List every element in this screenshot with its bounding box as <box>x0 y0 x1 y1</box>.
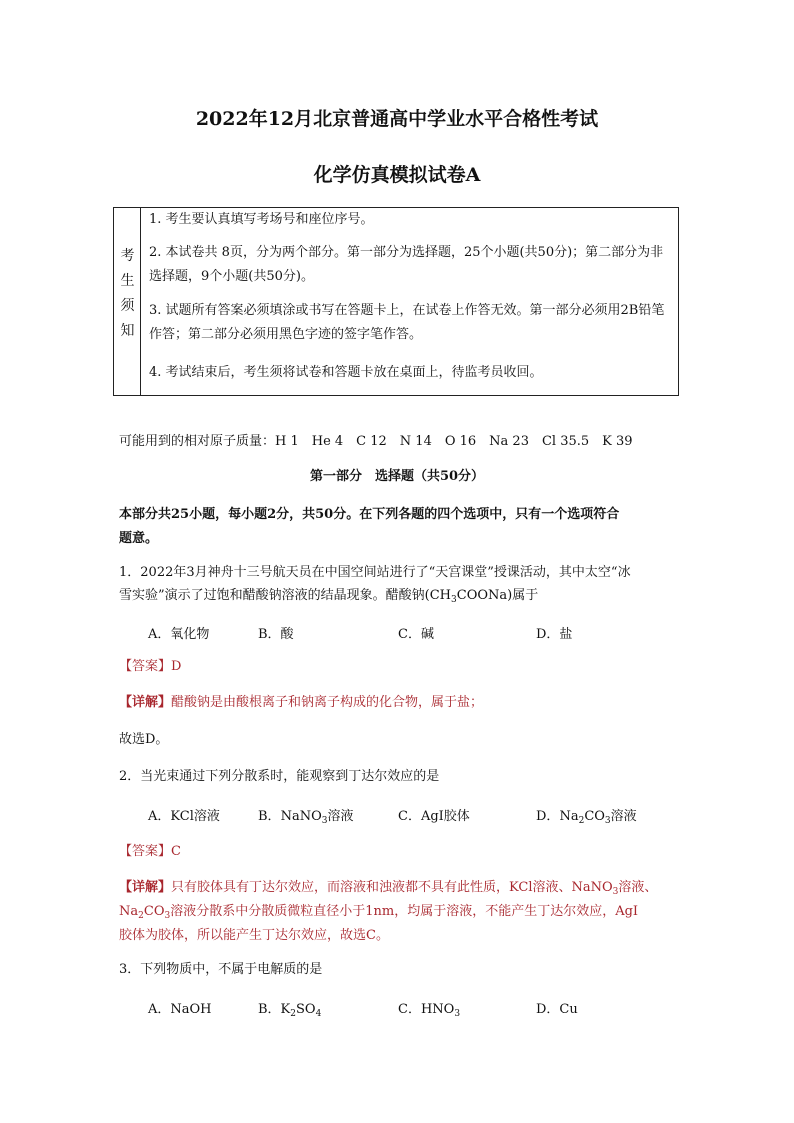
notice-item: 3. 试题所有答案必须填涂或书写在答题卡上，在试卷上作答无效。第一部分必须用2B铅笔作答；第二部分必须用黑色字迹的签字笔作答。 <box>149 303 665 342</box>
notice-item: 4. 考试结束后，考生须将试卷和答题卡放在桌面上，待监考员收回。 <box>149 365 543 380</box>
q3-option-a: A．NaOH <box>148 1002 212 1017</box>
candidate-notice-box <box>113 207 679 396</box>
section-intro-cont: 题意。 <box>119 531 159 546</box>
atomic-masses-line: 可能用到的相对原子质量：H 1 He 4 C 12 N 14 O 16 Na 23 Cl 35.5 K 39 <box>119 434 633 449</box>
q2-detail: 【详解】只有胶体具有丁达尔效应，而溶液和浊液都不具有此性质，KCl溶液、NaNO$_3$溶液、 <box>119 880 658 897</box>
notice-side-char: 须 <box>120 298 135 314</box>
notice-side-char: 生 <box>120 273 135 289</box>
q1-answer: 【答案】D <box>119 659 182 674</box>
notice-side-char: 考 <box>120 248 135 264</box>
q1-option-d: D．盐 <box>536 627 573 642</box>
q2-detail-cont: $Na_2CO_3$溶液分散系中分散质微粒直径小于1nm，均属于溶液，不能产生丁达尔效应，AgI <box>119 904 639 921</box>
q1-option-b: B．酸 <box>258 627 294 642</box>
section-heading: 第一部分 选择题（共50分） <box>309 469 485 484</box>
exam-title: 2022年12月北京普通高中学业水平合格性考试 <box>195 108 599 130</box>
q1-option-a: A．氧化物 <box>148 627 210 642</box>
section-intro: 本部分共25小题，每小题2分，共50分。在下列各题的四个选项中，只有一个选项符合 <box>119 507 620 522</box>
q3-option-c: C．$HNO_3$ <box>398 1002 461 1019</box>
q2-option-a: A．KCl溶液 <box>148 809 220 824</box>
question-1-stem-cont: 雪实验”演示了过饱和醋酸钠溶液的结晶现象。醋酸钠$(CH_3COONa)$属于 <box>119 588 539 605</box>
q1-conclusion: 故选D。 <box>119 732 169 747</box>
exam-subtitle: 化学仿真模拟试卷A <box>313 164 481 186</box>
notice-item: 2. 本试卷共 8页，分为两个部分。第一部分为选择题，25个小题(共50分)；第二部分为非选择题，9个小题(共50分)。 <box>149 245 664 284</box>
notice-item: 1. 考生要认真填写考场号和座位序号。 <box>149 212 374 227</box>
q2-answer: 【答案】C <box>119 844 181 859</box>
question-2-stem: 2．当光束通过下列分散系时，能观察到丁达尔效应的是 <box>119 769 440 784</box>
q2-detail-cont2: 胶体为胶体，所以能产生丁达尔效应，故选C。 <box>119 928 389 943</box>
q3-option-d: D．Cu <box>536 1002 578 1017</box>
question-3-stem: 3．下列物质中，不属于电解质的是 <box>119 962 323 977</box>
q3-option-b: B．$K_2SO_4$ <box>258 1002 322 1019</box>
q1-detail: 【详解】醋酸钠是由酸根离子和钠离子构成的化合物，属于盐； <box>119 695 484 710</box>
q1-option-c: C．碱 <box>398 627 434 642</box>
q2-option-b: B．NaNO$_3$溶液 <box>258 809 354 826</box>
notice-side-label <box>114 208 141 395</box>
notice-side-char: 知 <box>120 323 135 339</box>
q2-option-c: C．AgI胶体 <box>398 809 470 824</box>
q2-option-d: D．$Na_2CO_3$溶液 <box>536 809 637 826</box>
question-1-stem: 1．2022年3月神舟十三号航天员在中国空间站进行了“天宫课堂”授课活动，其中太空“冰 <box>119 565 631 580</box>
